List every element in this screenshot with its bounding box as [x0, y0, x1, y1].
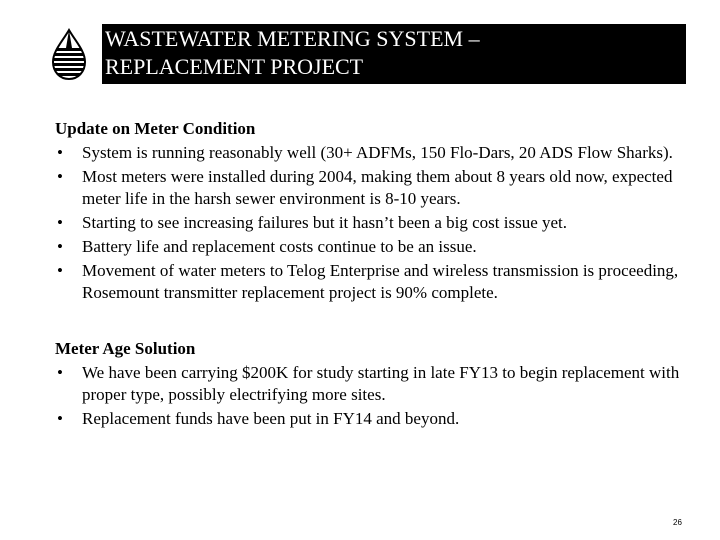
page-number: 26 — [673, 518, 682, 527]
bullet-icon: • — [57, 409, 63, 428]
water-drop-logo-icon — [36, 24, 102, 84]
bullet-icon: • — [57, 261, 63, 280]
list-item — [55, 236, 685, 258]
bullet-text: Movement of water meters to Telog Enterprise and wireless transmission is proceeding, Rosemount transmitter replacement project is 90% complete. — [82, 261, 679, 302]
list-item — [55, 166, 685, 210]
slide-content — [55, 118, 685, 430]
bullet-text: Battery life and replacement costs continue to be an issue. — [82, 237, 477, 256]
list-item — [55, 260, 685, 304]
list-item — [55, 408, 685, 430]
bullet-text: Replacement funds have been put in FY14 and beyond. — [82, 409, 460, 428]
section-meter-condition — [55, 118, 685, 304]
bullet-text: We have been carrying $200K for study starting in late FY13 to begin replacement with proper type, possibly electrifying more sites. — [82, 363, 680, 404]
bullet-text: System is running reasonably well (30+ ADFMs, 150 Flo-Dars, 20 ADS Flow Sharks). — [82, 143, 673, 162]
slide-title-line-2: REPLACEMENT PROJECT — [105, 54, 364, 79]
bullet-text: Starting to see increasing failures but it hasn’t been a big cost issue yet. — [82, 213, 568, 232]
bullet-list — [55, 142, 685, 304]
slide-title — [105, 25, 680, 81]
bullet-icon: • — [57, 213, 63, 232]
bullet-icon: • — [57, 167, 63, 186]
header-bar — [36, 24, 686, 84]
bullet-text: Most meters were installed during 2004, making them about 8 years old now, expected meter life in the harsh sewer environment is 8-10 years. — [82, 167, 673, 208]
section-heading: Update on Meter Condition — [55, 119, 256, 138]
list-item — [55, 362, 685, 406]
section-meter-age-solution — [55, 338, 685, 430]
section-heading: Meter Age Solution — [55, 339, 196, 358]
bullet-icon: • — [57, 143, 63, 162]
bullet-icon: • — [57, 363, 63, 382]
list-item — [55, 212, 685, 234]
list-item — [55, 142, 685, 164]
bullet-icon: • — [57, 237, 63, 256]
bullet-list — [55, 362, 685, 430]
slide-title-line-1: WASTEWATER METERING SYSTEM – — [105, 26, 480, 51]
